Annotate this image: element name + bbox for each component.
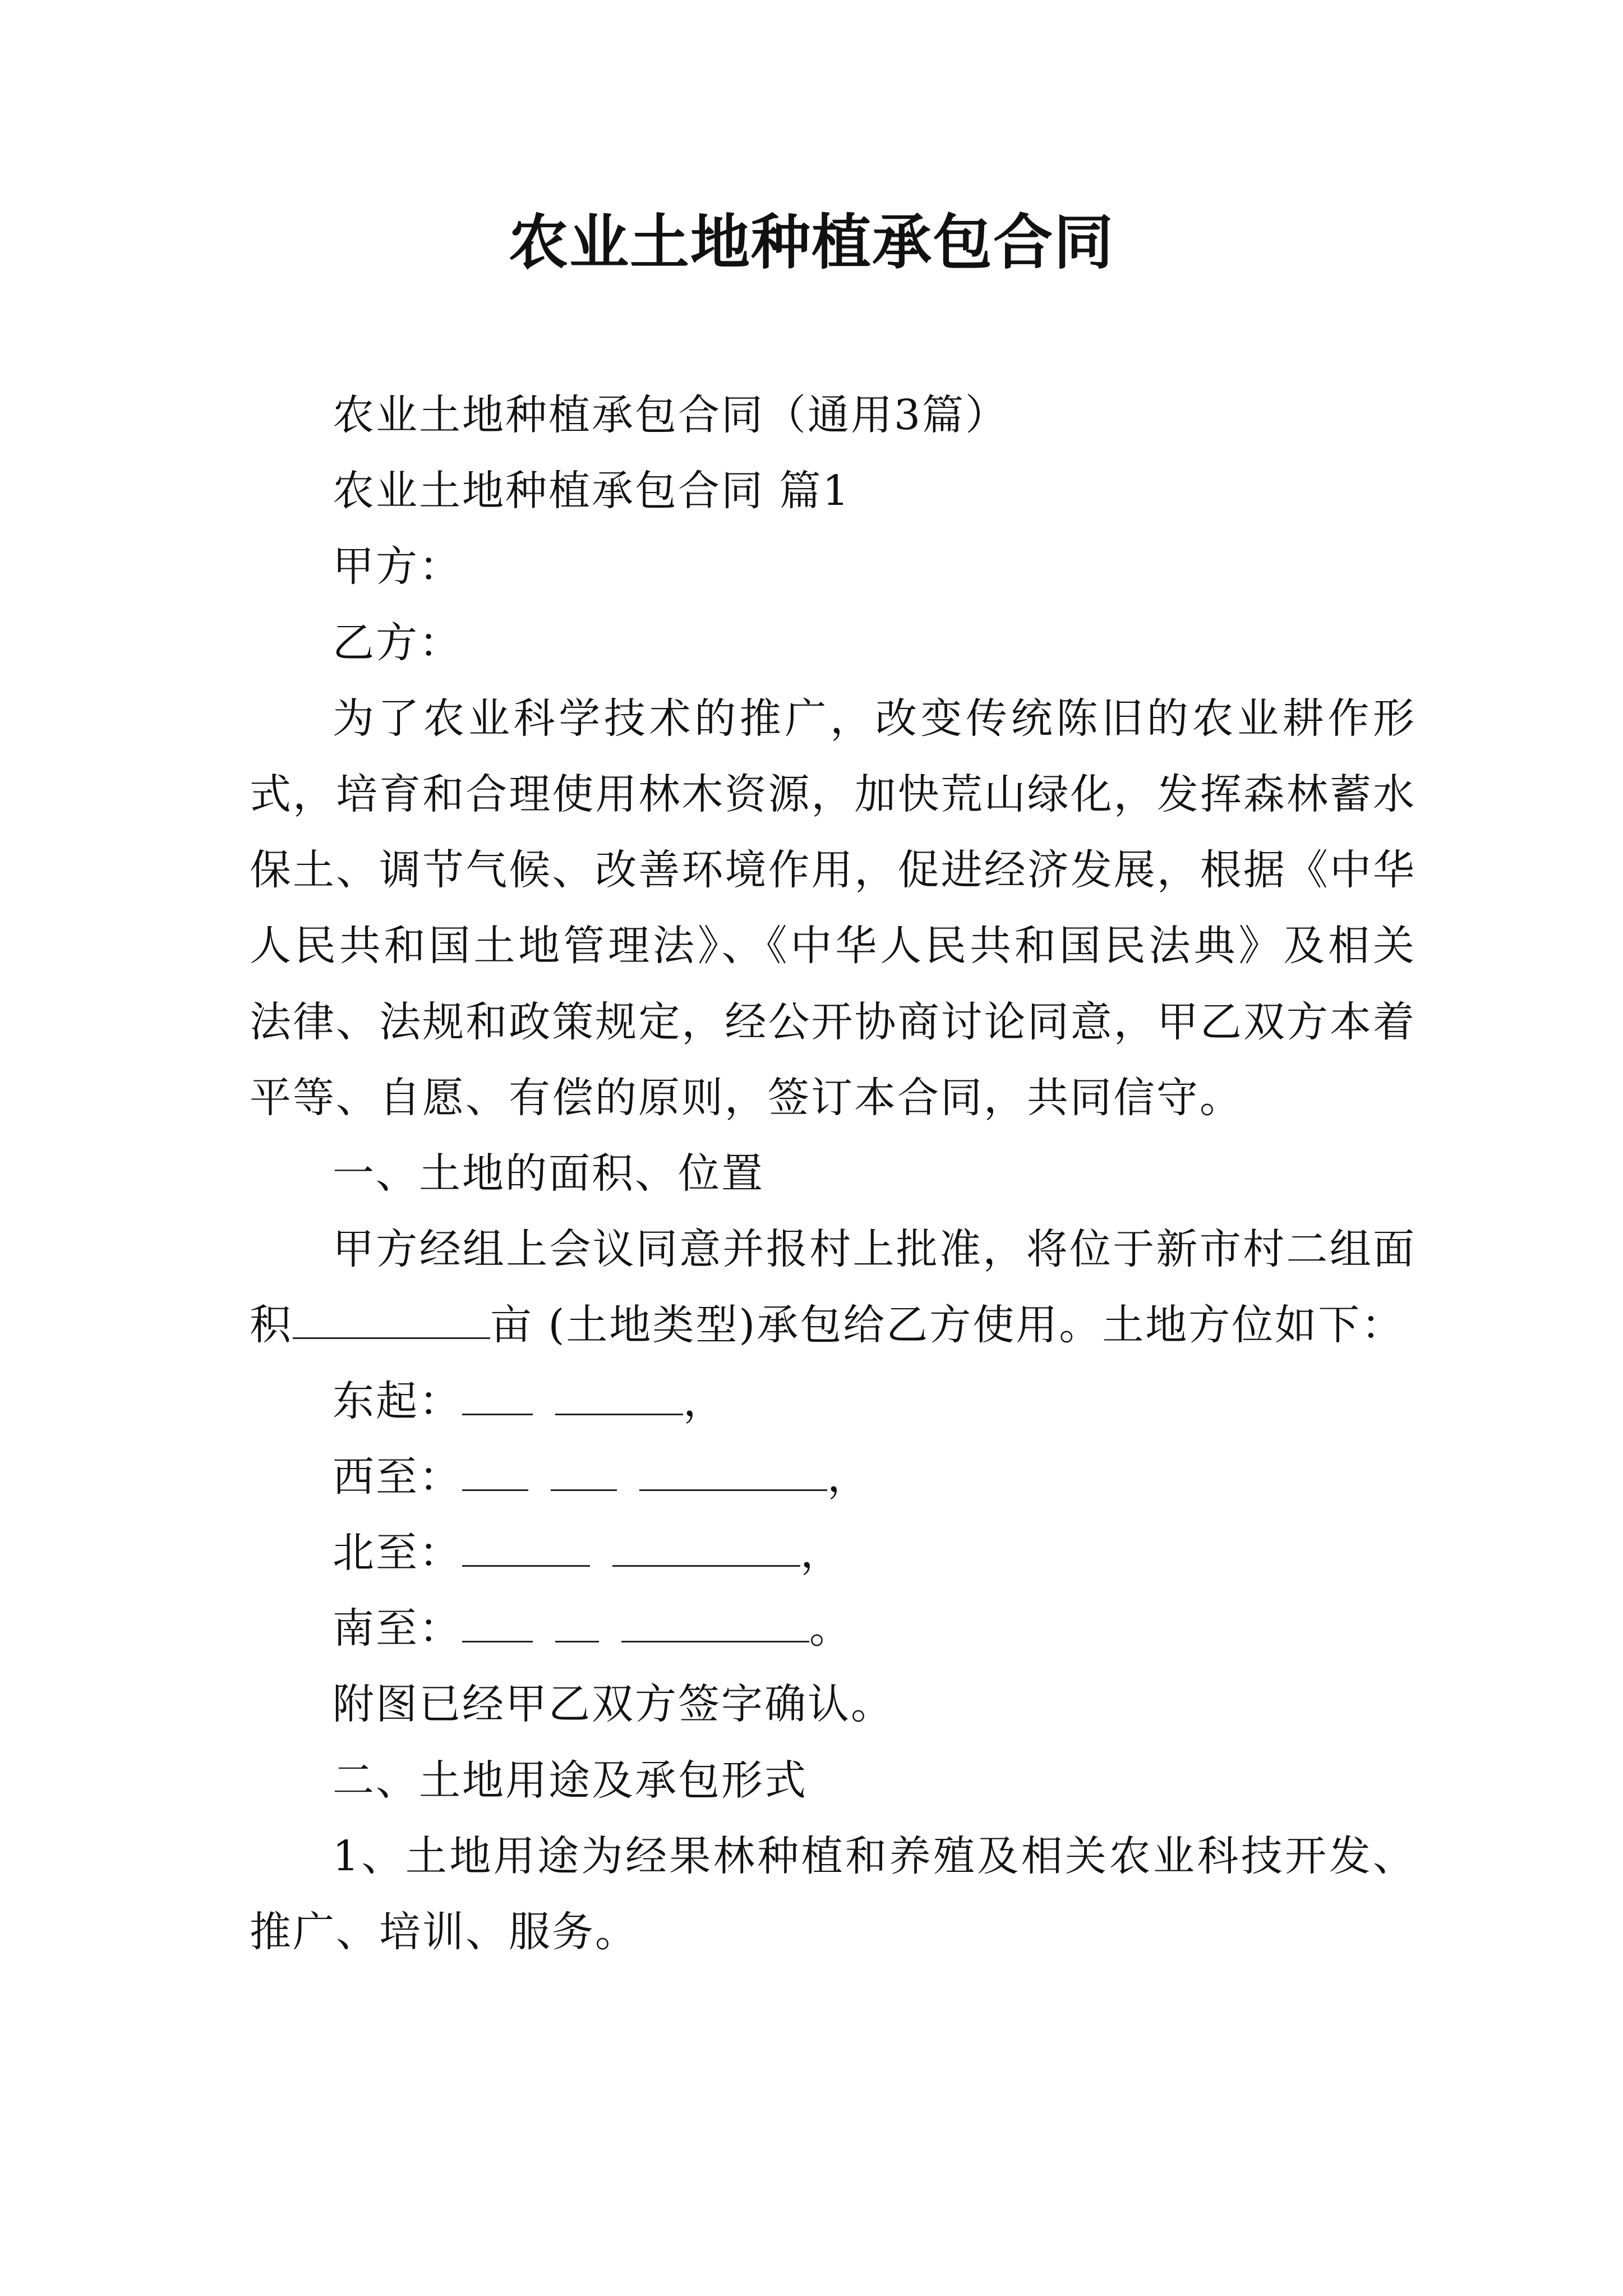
party-a-label: 甲方： (333, 542, 462, 591)
party-b-label: 乙方： (333, 618, 462, 667)
area-blank (293, 1298, 490, 1339)
west-blank-2 (551, 1450, 617, 1491)
preamble-paragraph: 为了农业科学技术的推广，改变传统陈旧的农业耕作形式，培育和合理使用林木资源，加快荒山绿化，发挥森林蓄水保土、调节气候、改善环境作用，促进经济发展，根据《中华人民共和国土地管理法》、《中华人民共和国民法典》及相关法律、法规和政策规定，经公开协商讨论同意，甲乙双方本着平等、自愿、有偿的原则，签订本合同，共同信守。 (250, 694, 1416, 1122)
clause-2-item-1: 1、土地用途为经果林种植和养殖及相关农业科技开发、推广、培训、服务。 (250, 1832, 1416, 1957)
west-end: ， (827, 1452, 870, 1501)
north-blank-2 (612, 1526, 800, 1567)
section-heading: 农业土地种植承包合同 篇1 (333, 467, 851, 516)
west-label: 西至： (333, 1452, 462, 1501)
south-end: 。 (809, 1604, 852, 1653)
document-title: 农业土地种植承包合同 (509, 207, 1114, 277)
south-label: 南至： (333, 1604, 462, 1653)
east-label: 东起： (333, 1377, 462, 1425)
north-blank-1 (462, 1526, 590, 1567)
south-boundary-line (250, 1591, 1416, 1667)
attachment-note: 附图已经甲乙双方签字确认。 (333, 1680, 894, 1729)
south-blank-1 (462, 1602, 533, 1642)
north-end: ， (800, 1529, 843, 1577)
north-label: 北至： (333, 1529, 462, 1577)
west-boundary-line (250, 1439, 1416, 1515)
clause-1-text-before: 甲方经组上会议同意并报村上批准，将位于新市村二组面积 (250, 1225, 1416, 1350)
clause-1-heading: 一、土地的面积、位置 (333, 1149, 764, 1198)
clause-1-paragraph (250, 1212, 1416, 1363)
east-blank-2 (555, 1374, 683, 1415)
east-boundary-line (250, 1364, 1416, 1439)
east-blank-1 (462, 1374, 533, 1415)
document-body (250, 378, 1416, 1970)
east-end: ， (683, 1377, 726, 1425)
south-blank-3 (621, 1602, 809, 1642)
west-blank-3 (639, 1450, 827, 1491)
clause-2-heading: 二、土地用途及承包形式 (333, 1756, 808, 1805)
clause-1-text-after: 亩 (土地类型)承包给乙方使用。土地方位如下： (490, 1301, 1405, 1350)
south-blank-2 (555, 1602, 599, 1642)
north-boundary-line (250, 1515, 1416, 1591)
west-blank-1 (462, 1450, 528, 1491)
document-subtitle: 农业土地种植承包合同（通用3篇） (333, 391, 1009, 439)
